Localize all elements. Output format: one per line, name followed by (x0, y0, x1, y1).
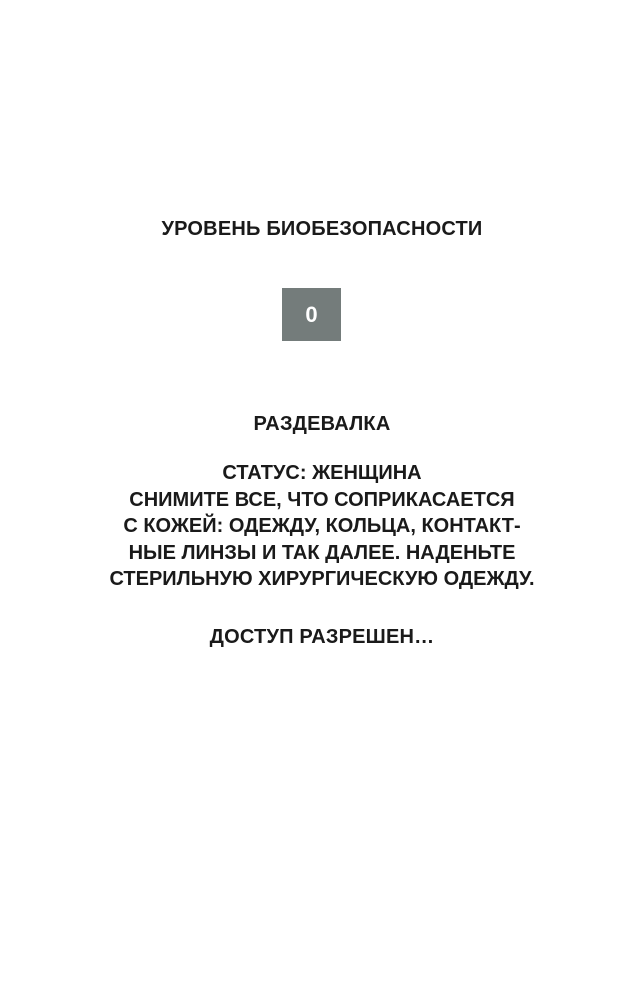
biosafety-level-value: 0 (305, 301, 318, 327)
instruction-line: С КОЖЕЙ: ОДЕЖДУ, КОЛЬЦА, КОНТАКТ- (123, 515, 521, 537)
status-line: СТАТУС: ЖЕНЩИНА (222, 462, 422, 484)
instruction-line: СНИМИТЕ ВСЕ, ЧТО СОПРИКАСАЕТСЯ (129, 488, 515, 511)
biosafety-level-badge (282, 288, 341, 341)
instruction-line: СТЕРИЛЬНУЮ ХИРУРГИЧЕСКУЮ ОДЕЖДУ. (109, 568, 535, 590)
biosafety-level-title: УРОВЕНЬ БИОБЕЗОПАСНОСТИ (161, 218, 483, 240)
instruction-line: НЫЕ ЛИНЗЫ И ТАК ДАЛЕЕ. НАДЕНЬТЕ (128, 541, 516, 564)
room-name: РАЗДЕВАЛКА (253, 413, 391, 435)
access-granted-text: ДОСТУП РАЗРЕШЕН… (209, 626, 435, 648)
status-instructions (0, 460, 644, 593)
